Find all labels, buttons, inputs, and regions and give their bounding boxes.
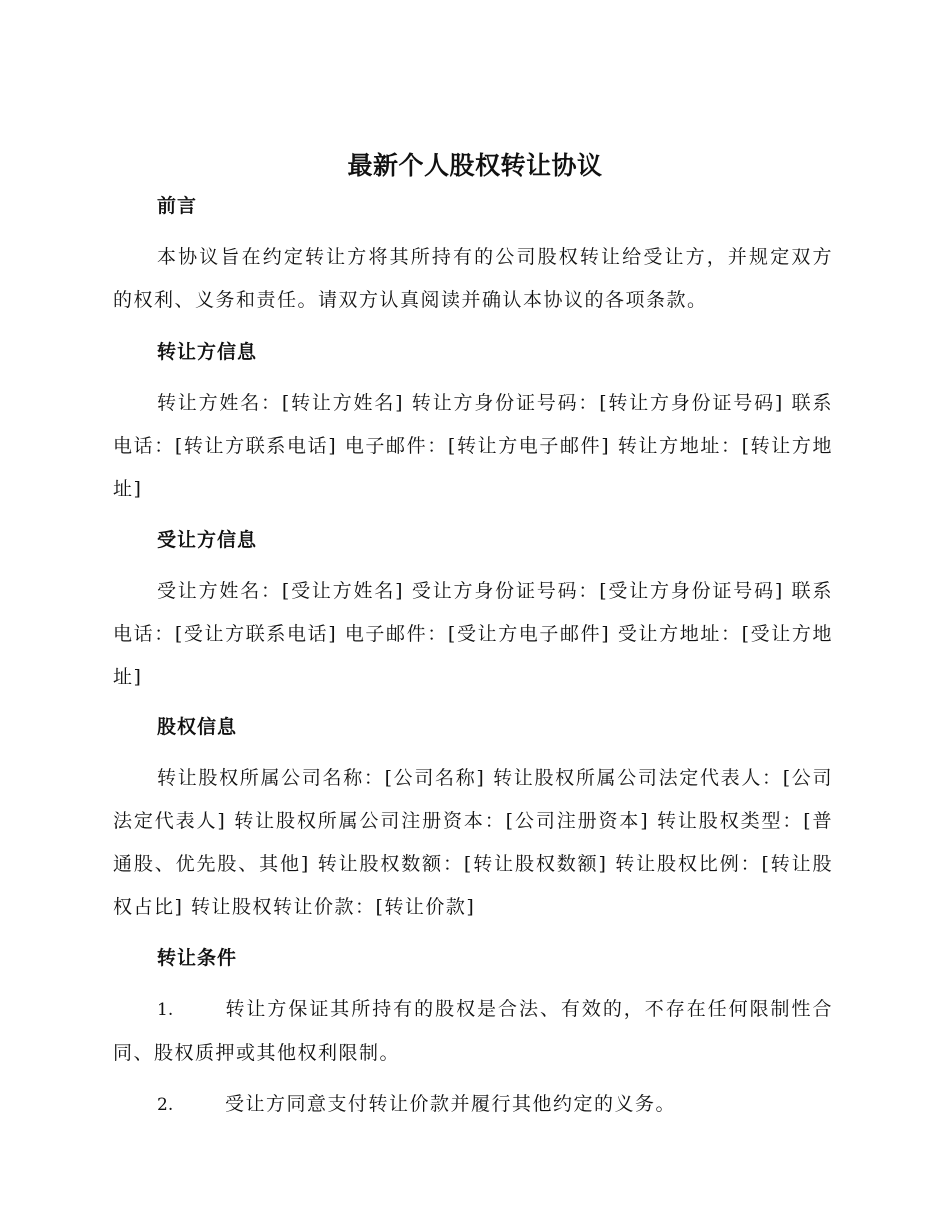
section-heading-conditions: 转让条件 <box>157 947 238 969</box>
document-title: 最新个人股权转让协议 <box>347 151 603 180</box>
section-text-preface: 本协议旨在约定转让方将其所持有的公司股权转让给受让方，并规定双方的权利、义务和责任。请双方认真阅读并确认本协议的各项条款。 <box>113 246 833 311</box>
list-item-number: 2. <box>157 1095 174 1115</box>
list-item <box>113 1083 833 1127</box>
list-item <box>113 988 833 1075</box>
section-heading-preface: 前言 <box>157 195 198 217</box>
list-item-text: 转让方保证其所持有的股权是合法、有效的，不存在任何限制性合同、股权质押或其他权利限制。 <box>113 998 833 1064</box>
section-text-equity: 转让股权所属公司名称：[公司名称] 转让股权所属公司法定代表人：[公司法定代表人] 转让股权所属公司注册资本：[公司注册资本] 转让股权类型：[普通股、优先股、其他] 转让股权数额：[转让股权数额] 转让股权比例：[转让股权占比] 转让股权转让价款：[转让价款] <box>113 767 833 918</box>
section-heading-equity: 股权信息 <box>157 716 238 738</box>
section-text-transferee: 受让方姓名：[受让方姓名] 受让方身份证号码：[受让方身份证号码] 联系电话：[受让方联系电话] 电子邮件：[受让方电子邮件] 受让方地址：[受让方地址] <box>113 580 833 688</box>
list-item-text: 受让方同意支付转让价款并履行其他约定的义务。 <box>225 1093 677 1115</box>
list-item-number: 1. <box>157 1000 174 1020</box>
section-heading-transferee: 受让方信息 <box>157 529 258 551</box>
section-text-transferor: 转让方姓名：[转让方姓名] 转让方身份证号码：[转让方身份证号码] 联系电话：[转让方联系电话] 电子邮件：[转让方电子邮件] 转让方地址：[转让方地址] <box>113 392 833 500</box>
section-heading-transferor: 转让方信息 <box>157 341 258 363</box>
